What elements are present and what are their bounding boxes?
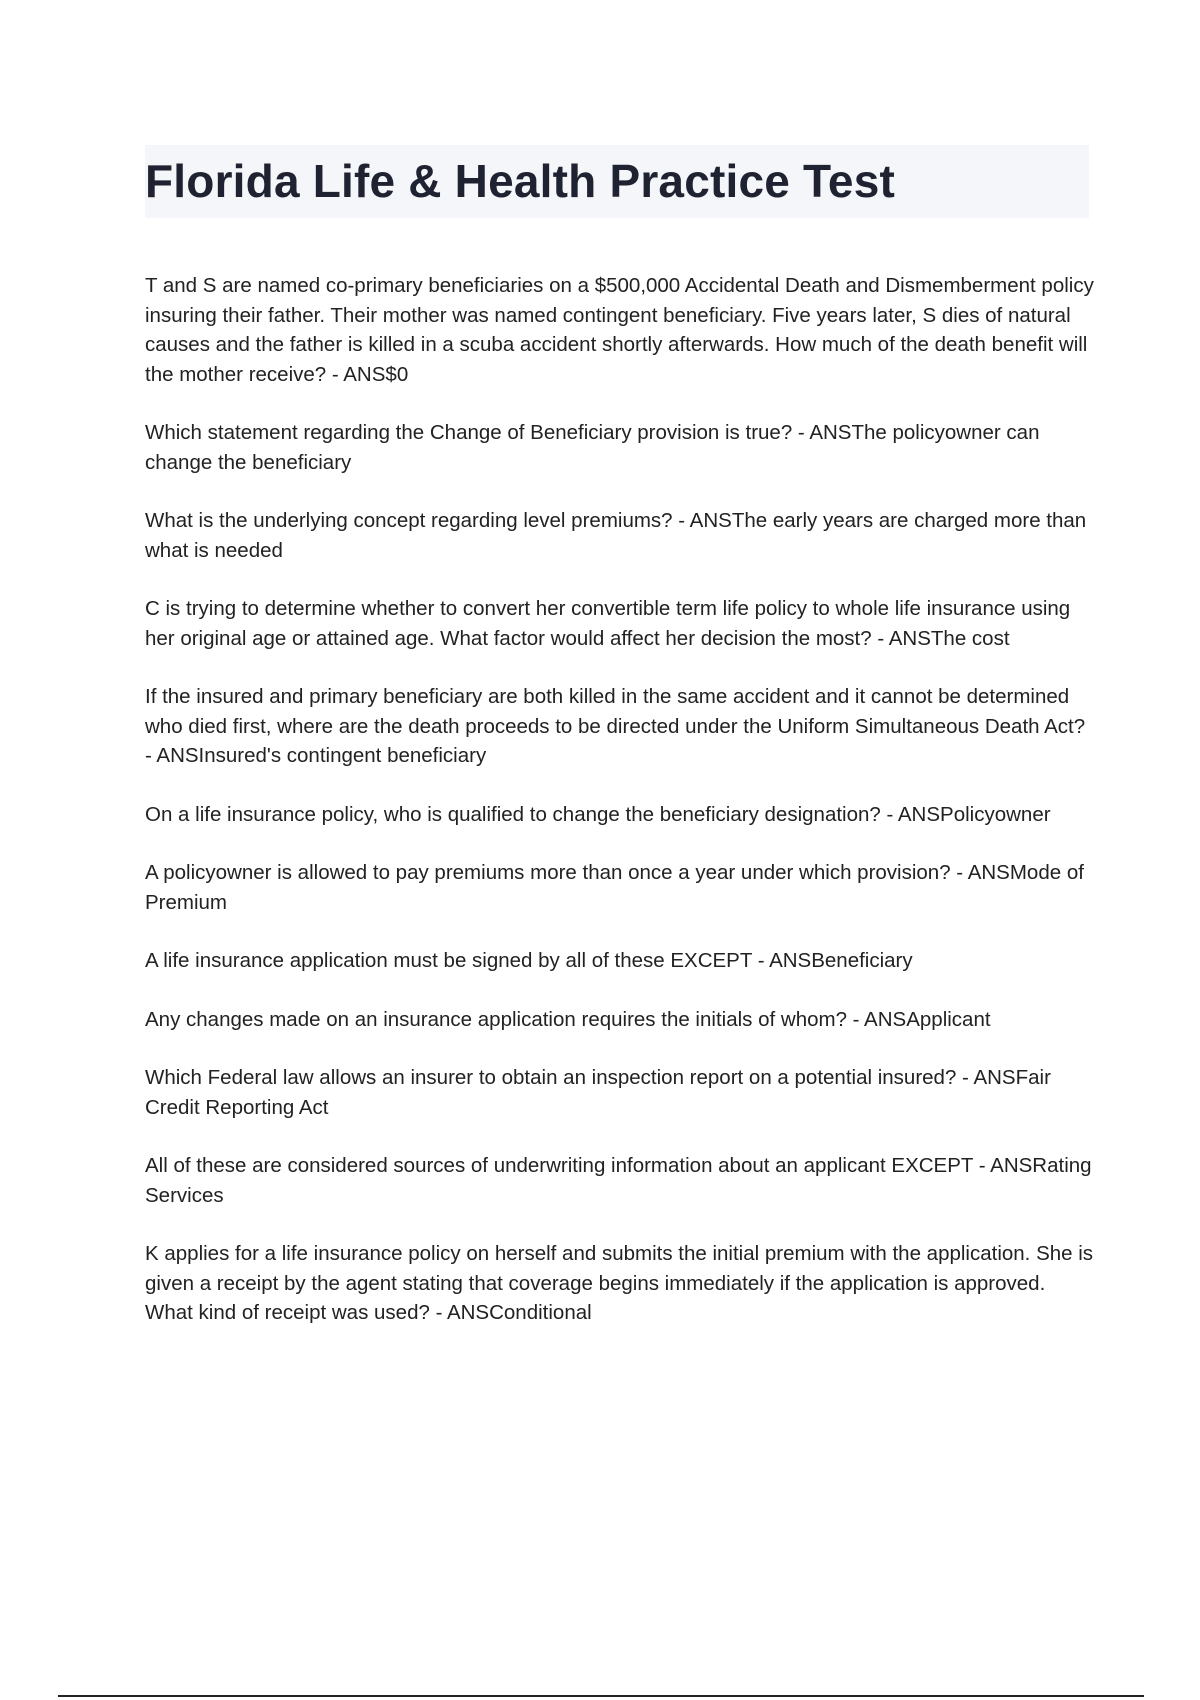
qa-item: What is the underlying concept regarding level premiums? - ANSThe early years are charged more than what is needed (145, 509, 1087, 562)
qa-item: Which Federal law allows an insurer to obtain an inspection report on a potential insured? - ANSFair Credit Reporting Act (145, 1066, 1051, 1119)
qa-item: On a life insurance policy, who is qualified to change the beneficiary designation? - ANSPolicyowner (145, 802, 1051, 826)
footer-divider (58, 1695, 1144, 1697)
qa-item: Any changes made on an insurance application requires the initials of whom? - ANSApplicant (145, 1007, 991, 1031)
qa-item: A policyowner is allowed to pay premiums more than once a year under which provision? - ANSMode of Premium (145, 861, 1084, 914)
qa-item: A life insurance application must be signed by all of these EXCEPT - ANSBeneficiary (145, 949, 913, 972)
title-banner (145, 145, 1089, 218)
qa-item: T and S are named co-primary beneficiaries on a $500,000 Accidental Death and Dismemberment policy insuring their father. Their mother was named contingent beneficiary. Five years later, S dies of natural causes and the father is killed in a scuba accident shortly afterwards. How much of the death benefit will the mother receive? - ANS$0 (145, 274, 1094, 386)
qa-item: C is trying to determine whether to convert her convertible term life policy to whole life insurance using her original age or attained age. What factor would affect her decision the most? - ANSThe cost (145, 597, 1071, 650)
qa-item: Which statement regarding the Change of Beneficiary provision is true? - ANSThe policyowner can change the beneficiary (145, 421, 1040, 474)
qa-item: All of these are considered sources of underwriting information about an applicant EXCEPT - ANSRating Services (145, 1154, 1092, 1207)
qa-item: K applies for a life insurance policy on herself and submits the initial premium with the application. She is given a receipt by the agent stating that coverage begins immediately if the application is approved. What kind of receipt was used? - ANSConditional (145, 1242, 1094, 1324)
qa-item: If the insured and primary beneficiary are both killed in the same accident and it cannot be determined who died first, where are the death proceeds to be directed under the Uniform Simultaneous Death Act? - ANSInsured's contingent beneficiary (145, 685, 1086, 767)
question-answer-list (145, 271, 1095, 1357)
page-title: Florida Life & Health Practice Test (145, 155, 896, 207)
